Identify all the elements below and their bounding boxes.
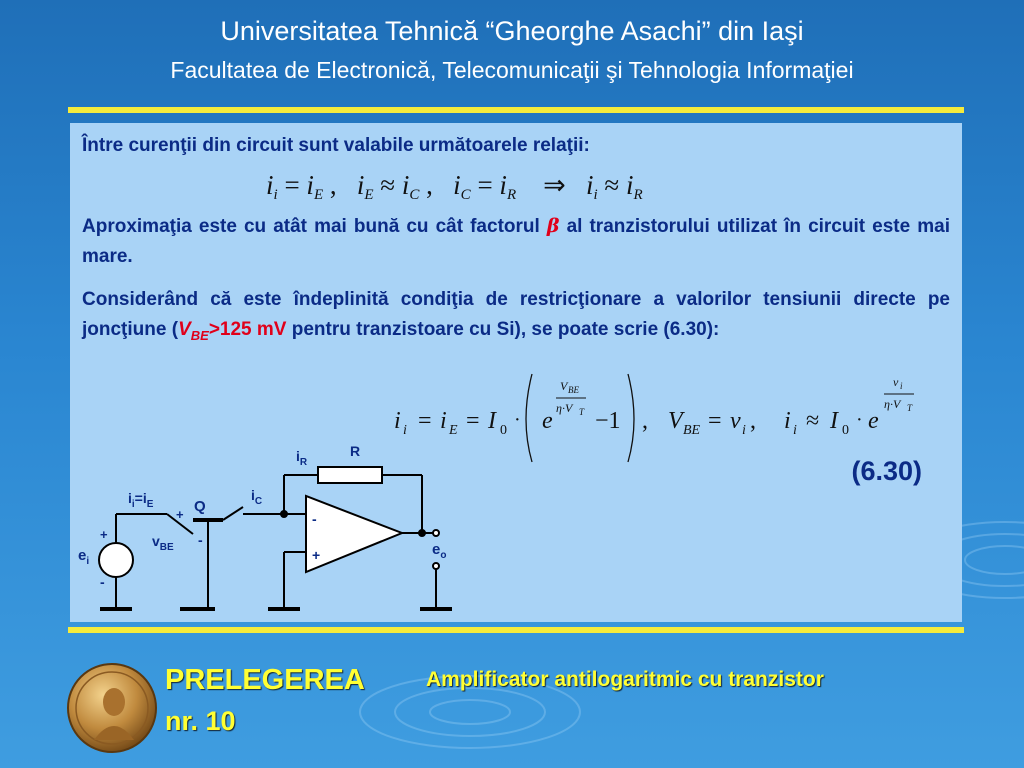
equation-number: (6.30) <box>851 456 922 486</box>
svg-text:v: v <box>730 408 741 434</box>
svg-text:−1: −1 <box>595 408 621 434</box>
svg-text:η·V: η·V <box>556 401 573 415</box>
svg-text:,: , <box>750 408 756 434</box>
svg-text:E: E <box>449 423 458 438</box>
svg-text:I: I <box>488 408 496 434</box>
svg-text:v: v <box>893 375 899 389</box>
label-r: R <box>350 443 361 459</box>
svg-text:i: i <box>403 423 407 438</box>
svg-text:V: V <box>668 408 683 434</box>
svg-text:I: I <box>830 408 838 434</box>
label-noninverting-input: + <box>312 547 321 563</box>
label-ei: $e_i$ <box>78 547 90 567</box>
svg-text:T: T <box>907 403 913 413</box>
svg-text:i: i <box>440 408 447 434</box>
label-ii-ie: $i_i=i_E$ <box>128 490 154 510</box>
label-ic: $i_C$ <box>251 487 263 507</box>
label-q: Q <box>194 498 206 515</box>
svg-text:=: = <box>418 408 432 434</box>
svg-text:i: i <box>900 381 903 391</box>
university-title: Universitatea Tehnică “Gheorghe Asachi” din Iaşi <box>220 16 804 46</box>
svg-text:i: i <box>784 408 791 434</box>
beta-symbol: β <box>546 215 560 237</box>
current-relations-equation: $i_i = i_E$ , $i_E \approx i_C$ , $i_C = i_R$ ⇒ $i_i \approx i_R$ <box>266 170 643 203</box>
svg-text:T: T <box>579 407 585 417</box>
label-eo: $e_o$ <box>432 541 447 561</box>
approx-after: al tranzistorului utilizat în circuit este mai mare. <box>82 216 950 267</box>
svg-text:η·V: η·V <box>884 397 901 411</box>
intro-text: Între curenţii din circuit sunt valabile următoarele relaţii: <box>82 135 590 156</box>
svg-text:=: = <box>466 408 480 434</box>
label-vbe: $v_{BE}$ <box>152 533 174 553</box>
consider-before: Considerând că este îndeplinită condiţia de restricţionare a valorilor tensiunii directe pe joncţiune ( <box>82 289 950 340</box>
university-medal-logo <box>66 662 158 754</box>
svg-text:·: · <box>514 409 521 431</box>
vbe-condition: $V_{BE}>125$ mV <box>178 319 287 343</box>
svg-text:,: , <box>642 408 648 434</box>
svg-text:i: i <box>394 408 401 434</box>
lecture-subject: Amplificator antilogaritmic cu tranzistor <box>426 668 824 691</box>
label-minus-source: - <box>100 574 105 590</box>
svg-text:i: i <box>742 423 746 438</box>
voltage-source-ei <box>99 543 133 577</box>
svg-text:BE: BE <box>568 385 579 395</box>
svg-text:0: 0 <box>500 423 507 438</box>
approx-before: Aproximaţia este cu atât mai bună cu cât factorul <box>82 216 540 237</box>
svg-text:e: e <box>868 408 879 434</box>
label-minus-vbe: - <box>198 532 203 548</box>
lecture-number: nr. 10 <box>165 706 236 736</box>
svg-text:BE: BE <box>683 423 701 438</box>
label-ir: $i_R$ <box>296 448 308 468</box>
consider-after: pentru tranzistoare cu Si), se poate scrie (6.30): <box>286 319 720 340</box>
label-plus-vbe: + <box>176 507 184 522</box>
svg-text:i: i <box>793 423 797 438</box>
svg-text:≈: ≈ <box>806 408 820 434</box>
svg-text:·: · <box>856 409 863 431</box>
lecture-label: PRELEGEREA <box>165 664 365 696</box>
faculty-subtitle: Facultatea de Electronică, Telecomunicaţii şi Tehnologia Informaţiei <box>170 57 854 83</box>
svg-text:e: e <box>542 408 553 434</box>
svg-text:0: 0 <box>842 423 849 438</box>
svg-text:V: V <box>560 379 568 393</box>
label-inverting-input: - <box>312 511 317 527</box>
svg-text:=: = <box>708 408 722 434</box>
label-plus-source: + <box>100 527 108 542</box>
